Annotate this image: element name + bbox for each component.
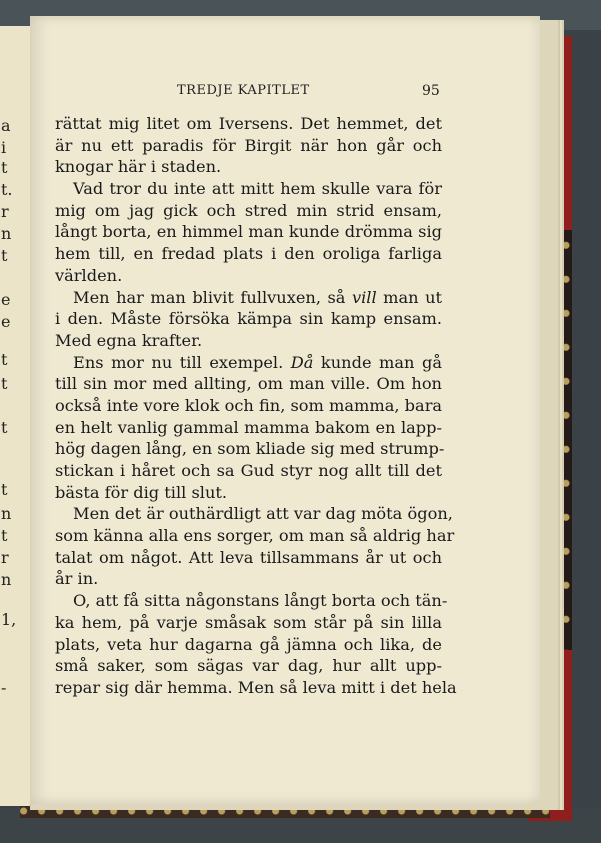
text-line: små saker, som sägas var dag, hur allt upp-: [55, 656, 442, 676]
text-line: stickan i håret och sa Gud styr nog allt till det: [55, 461, 442, 480]
text-line: en helt vanlig gammal mamma bakom en lapp-: [55, 417, 442, 437]
text-line: som känna alla ens sorger, om man så aldrig har: [55, 526, 455, 546]
text-line: O, att få sitta någonstans långt borta och tän-: [73, 591, 448, 611]
text-line: världen.: [55, 265, 123, 285]
previous-page-fragment: 1,: [1, 610, 17, 629]
previous-page-fragment: t: [1, 246, 8, 265]
text-line: är nu ett paradis för Birgit när hon går och: [55, 135, 442, 155]
text-line: talat om något. Att leva tillsammans år ut och: [55, 547, 442, 567]
running-head: [30, 83, 540, 101]
previous-page-fragment: -: [1, 678, 7, 697]
previous-page-fragment: t: [1, 350, 8, 369]
text-line: bästa för dig till slut.: [55, 482, 228, 502]
previous-page-fragment: e: [1, 312, 11, 331]
previous-page-fragment: i: [1, 138, 7, 157]
text-line: rättat mig litet om Iversens. Det hemmet, det: [55, 114, 442, 133]
previous-page-fragment: r: [1, 202, 9, 221]
text-line: plats, veta hur dagarna gå jämna och lika, de: [55, 634, 442, 654]
previous-page-fragment: e: [1, 290, 11, 309]
text-line: Vad tror du inte att mitt hem skulle vara för: [73, 179, 442, 199]
previous-page-fragment: t: [1, 374, 8, 393]
previous-page-fragment: n: [1, 504, 12, 523]
previous-page-fragment: t: [1, 418, 8, 437]
previous-page-sliver: [0, 26, 31, 806]
previous-page-fragment: t: [1, 526, 8, 545]
previous-page-fragment: t: [1, 158, 8, 177]
previous-page-fragment: a: [1, 116, 11, 135]
previous-page-fragment: n: [1, 224, 12, 243]
text-line: till sin mor med allting, om man ville. Om hon: [55, 374, 442, 394]
text-line: mig om jag gick och stred min strid ensam,: [55, 200, 442, 220]
previous-page-fragment: r: [1, 548, 9, 567]
text-line: i den. Måste försöka kämpa sin kamp ensam.: [55, 309, 442, 329]
text-line: också inte vore klok och fin, som mamma, bara: [55, 395, 443, 415]
text-line: Men det är outhärdligt att var dag möta ögon,: [73, 504, 453, 524]
text-line: Men har man blivit fullvuxen, så vill man ut: [73, 287, 442, 307]
text-line: hem till, en fredad plats i den oroliga farliga: [55, 244, 442, 264]
text-line: knogar här i staden.: [55, 157, 222, 177]
text-line: hög dagen lång, en som kliade sig med strump-: [55, 439, 445, 459]
page-number: 95: [422, 83, 440, 99]
text-line: långt borta, en himmel man kunde drömma sig: [55, 222, 442, 242]
text-line: Med egna krafter.: [55, 330, 203, 350]
previous-page-fragment: t.: [1, 180, 13, 199]
previous-page-fragment: n: [1, 570, 12, 589]
previous-page-fragment: t: [1, 480, 8, 499]
text-line: repar sig där hemma. Men så leva mitt i det hela: [55, 677, 457, 697]
text-line: år in.: [55, 569, 99, 589]
text-line: Ens mor nu till exempel. Då kunde man gå: [73, 352, 442, 372]
chapter-title: TREDJE KAPITLET: [177, 83, 310, 98]
body-text: [55, 113, 457, 699]
text-line: ka hem, på varje småsak som står på sin lilla: [55, 612, 442, 632]
